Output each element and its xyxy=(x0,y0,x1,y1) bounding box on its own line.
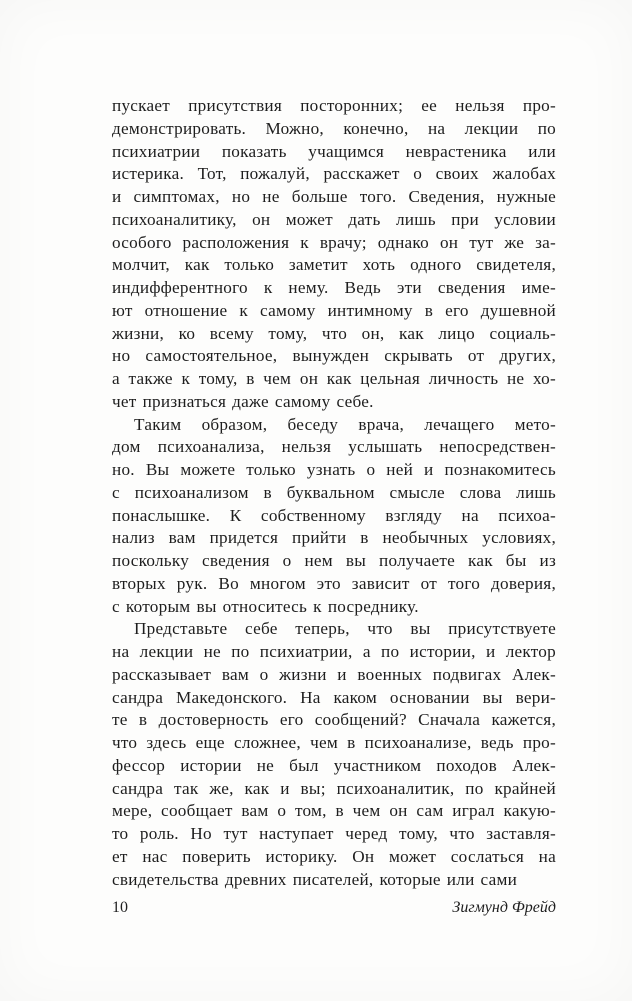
text-line: психоаналитику, он может дать лишь при условии xyxy=(112,209,556,229)
text-line: жизни, ко всему тому, что он, как лицо социаль- xyxy=(112,323,556,343)
text-line: пускает присутствия посторонних; ее нельзя про- xyxy=(112,96,556,115)
text-line: демонстрировать. Можно, конечно, на лекции по xyxy=(112,118,556,138)
text-line: свидетельства древних писателей, которые или сами xyxy=(112,869,518,889)
text-line: рассказывает вам о жизни и военных подвигах Алек- xyxy=(112,664,556,684)
text-line: истерика. Тот, пожалуй, расскажет о своих жалобах xyxy=(112,164,556,184)
page-number: 10 xyxy=(112,899,128,916)
text-line: поскольку сведения о нем вы получаете как бы из xyxy=(112,551,556,570)
paragraph xyxy=(112,95,556,414)
text-line: что здесь еще сложнее, чем в психоанализе, ведь про- xyxy=(112,733,556,752)
text-block xyxy=(112,95,556,891)
text-line: психиатрии показать учащимся неврастеника или xyxy=(112,141,556,161)
text-line: но самостоятельное, вынужден скрывать от других, xyxy=(112,346,556,366)
footer-author: Зигмунд Фрейд xyxy=(452,899,556,916)
text-line: дом психоанализа, нельзя услышать непосредствен- xyxy=(112,437,556,457)
text-line: чет признаться даже самому себе. xyxy=(112,391,374,411)
paragraph xyxy=(112,414,556,619)
text-line: понаслышке. К собственному взгляду на психоа- xyxy=(112,505,556,525)
text-line: те в достоверность его сообщений? Сначала кажется, xyxy=(112,710,556,730)
text-line: вторых рук. Во многом это зависит от того доверия, xyxy=(112,573,556,593)
text-line: мере, сообщает вам о том, в чем он сам играл какую- xyxy=(112,801,556,821)
text-line: индифферентного к нему. Ведь эти сведения име- xyxy=(112,278,556,297)
text-line: Представьте себе теперь, что вы присутствуете xyxy=(134,619,556,639)
text-line: но. Вы можете только узнать о ней и познакомитесь xyxy=(112,460,556,479)
text-line: сандра Македонского. На каком основании вы вери- xyxy=(112,687,556,707)
text-line: с которым вы относитесь к посреднику. xyxy=(112,596,419,616)
text-line: молчит, как только заметит хоть одного свидетеля, xyxy=(112,255,556,275)
text-line: и симптомах, но не больше того. Сведения, нужные xyxy=(112,187,556,206)
text-line: Таким образом, беседу врача, лечащего мето- xyxy=(134,414,556,434)
text-line: фессор истории не был участником походов Алек- xyxy=(112,755,556,775)
text-line: особого расположения к врачу; однако он тут же за- xyxy=(112,232,556,252)
text-line: на лекции не по психиатрии, а по истории, и лектор xyxy=(112,642,556,661)
text-line: с психоанализом в буквальном смысле слова лишь xyxy=(112,482,556,502)
text-line: то роль. Но тут наступает черед тому, что заставля- xyxy=(112,824,556,843)
text-line: нализ вам придется прийти в необычных условиях, xyxy=(112,528,556,548)
text-line: ют отношение к самому интимному в его душевной xyxy=(112,300,556,320)
text-line: а также к тому, в чем он как цельная личность не хо- xyxy=(112,369,556,388)
paragraph xyxy=(112,618,556,891)
page-footer xyxy=(112,899,556,917)
text-line: ет нас поверить историку. Он может сослаться на xyxy=(112,846,556,866)
text-line: сандра так же, как и вы; психоаналитик, по крайней xyxy=(112,778,556,798)
